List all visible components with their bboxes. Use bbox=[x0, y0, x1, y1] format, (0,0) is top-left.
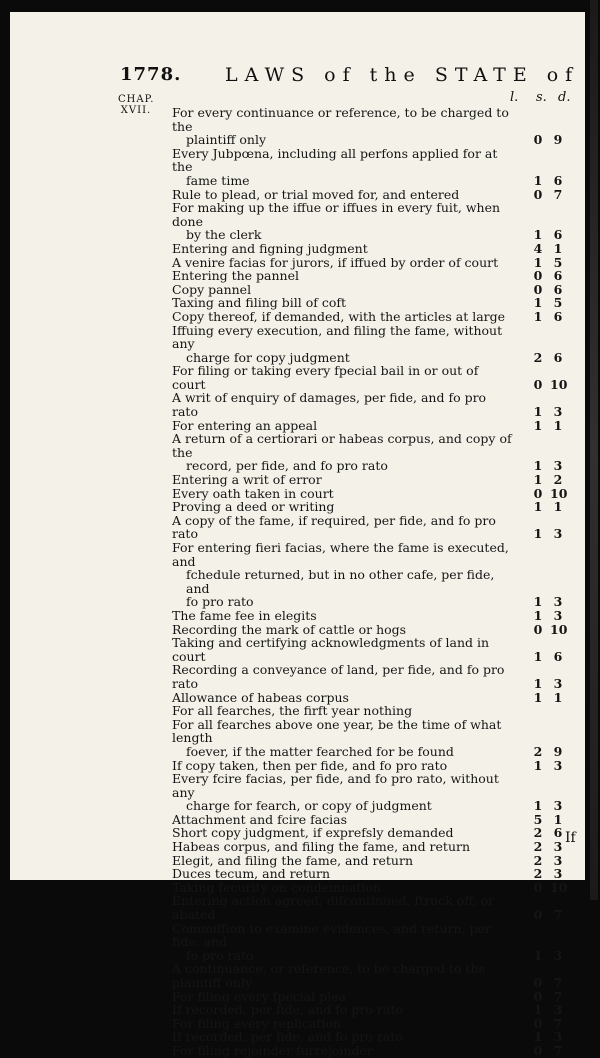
fee-description bbox=[172, 256, 512, 270]
pence-value: 1 bbox=[553, 689, 563, 705]
pence-value: 6 bbox=[553, 172, 563, 188]
fee-description bbox=[172, 310, 512, 324]
pence-value: 6 bbox=[553, 227, 563, 243]
fee-description bbox=[172, 364, 512, 391]
fee-description bbox=[172, 188, 512, 202]
fee-entry bbox=[172, 826, 576, 840]
fee-description bbox=[172, 283, 512, 297]
shillings-value: 0 bbox=[533, 988, 543, 1004]
currency-column-heads bbox=[508, 90, 576, 106]
fee-entry bbox=[172, 324, 576, 365]
pence-value: 5 bbox=[553, 295, 563, 311]
pence-value: 3 bbox=[553, 798, 563, 814]
shillings-value: 2 bbox=[533, 839, 543, 855]
description-line: Taking and certifying acknowledgments of land in court bbox=[172, 635, 490, 664]
shillings-value: 1 bbox=[533, 798, 543, 814]
fee-entry bbox=[172, 840, 576, 854]
pence-value: 1 bbox=[553, 499, 563, 515]
fee-description bbox=[172, 106, 512, 147]
description-continuation: fo pro rato bbox=[186, 594, 254, 610]
shillings-value: 1 bbox=[533, 607, 543, 623]
fee-entry bbox=[172, 201, 576, 242]
description-line: Every fcire facias, per fide, and fo pro rato, without any bbox=[172, 771, 499, 800]
running-header bbox=[120, 64, 580, 88]
fee-entry bbox=[172, 759, 576, 773]
fee-entry bbox=[172, 296, 576, 310]
shillings-value: 1 bbox=[533, 254, 543, 270]
fee-entry bbox=[172, 1044, 576, 1058]
fee-entry bbox=[172, 609, 576, 623]
fee-description bbox=[172, 663, 512, 690]
shillings-value: 2 bbox=[533, 825, 543, 841]
fee-description bbox=[172, 296, 512, 310]
fee-entry bbox=[172, 500, 576, 514]
shillings-value: 1 bbox=[533, 947, 543, 963]
pence-value: 7 bbox=[553, 975, 563, 990]
description-line: A return of a certiorari or habeas corpus, and copy of the bbox=[172, 431, 512, 460]
description-continuation: charge for copy judgment bbox=[186, 349, 350, 365]
pence-value: 6 bbox=[553, 349, 563, 365]
shillings-value: 0 bbox=[533, 281, 543, 297]
header-year: 1778. bbox=[120, 64, 182, 85]
description-line: Every oath taken in court bbox=[172, 485, 334, 501]
shillings-head: s. bbox=[536, 90, 547, 105]
fee-entry bbox=[172, 894, 576, 921]
shillings-value: 1 bbox=[533, 757, 543, 773]
fee-entry bbox=[172, 487, 576, 501]
catchword: If bbox=[565, 830, 576, 846]
pence-value: 1 bbox=[553, 417, 563, 433]
description-continuation: record, per fide, and fo pro rato bbox=[186, 458, 388, 474]
pence-value: 1 bbox=[553, 240, 563, 256]
description-line: For filing every fpecial plea bbox=[172, 988, 346, 1004]
fee-entry bbox=[172, 623, 576, 637]
shillings-value: 1 bbox=[533, 675, 543, 691]
description-line: Allowance of habeas corpus bbox=[172, 689, 349, 705]
fee-entry bbox=[172, 541, 576, 609]
fee-description bbox=[172, 623, 512, 637]
pence-value: 7 bbox=[553, 988, 563, 1004]
fee-description bbox=[172, 201, 512, 242]
description-line: Entering action agreed, difcontinued, ftruck off, or abated bbox=[172, 893, 495, 923]
pence-head: d. bbox=[558, 90, 571, 105]
pence-value: 10 bbox=[550, 621, 568, 637]
shillings-value: 1 bbox=[533, 499, 543, 515]
fee-entry bbox=[172, 147, 576, 188]
description-line: For filing every replication bbox=[172, 1015, 342, 1031]
fee-description bbox=[172, 324, 512, 365]
fee-description bbox=[172, 432, 512, 473]
fee-description bbox=[172, 881, 512, 895]
fee-entry bbox=[172, 990, 576, 1004]
pence-value: 3 bbox=[553, 947, 563, 963]
page-edge-shadow bbox=[590, 0, 598, 900]
description-line: Duces tecum, and return bbox=[172, 866, 331, 882]
fee-entry bbox=[172, 106, 576, 147]
description-line: For all fearches, the firft year nothing bbox=[172, 703, 413, 719]
chapter-label: CHAP. bbox=[118, 94, 155, 105]
fee-description bbox=[172, 500, 512, 514]
shillings-value: 2 bbox=[533, 349, 543, 365]
pence-value: 3 bbox=[553, 1002, 563, 1018]
shillings-value: 0 bbox=[533, 132, 543, 148]
fee-description bbox=[172, 826, 512, 840]
description-line: Taking fecurity on condemnation bbox=[172, 879, 382, 895]
fee-entry bbox=[172, 962, 576, 989]
fee-entry bbox=[172, 663, 576, 690]
fee-description bbox=[172, 867, 512, 881]
description-continuation: fchedule returned, but in no other cafe, per fide, and bbox=[186, 567, 495, 596]
fee-description bbox=[172, 922, 512, 963]
pence-value: 6 bbox=[553, 281, 563, 297]
fee-description bbox=[172, 691, 512, 705]
fee-entry bbox=[172, 813, 576, 827]
shillings-value: 2 bbox=[533, 852, 543, 868]
fee-description bbox=[172, 514, 512, 541]
description-line: Short copy judgment, if exprefsly demanded bbox=[172, 825, 454, 841]
fee-description bbox=[172, 854, 512, 868]
pence-value: 10 bbox=[550, 376, 568, 392]
fee-entry bbox=[172, 1030, 576, 1044]
fee-entry bbox=[172, 867, 576, 881]
fee-entry bbox=[172, 391, 576, 418]
description-line: For filing rejoinder furrejoinder bbox=[172, 1042, 373, 1058]
fee-description bbox=[172, 1003, 512, 1017]
shillings-value: 1 bbox=[533, 458, 543, 474]
description-line: For all fearches above one year, be the time of what length bbox=[172, 716, 502, 746]
shillings-value: 2 bbox=[533, 743, 543, 759]
shillings-value: 0 bbox=[533, 907, 543, 923]
fee-schedule-list bbox=[172, 106, 576, 1058]
description-line: If recorded, per fide, and fo pro rato bbox=[172, 1002, 403, 1018]
description-line: For filing or taking every fpecial bail in or out of court bbox=[172, 363, 479, 392]
pence-value: 3 bbox=[553, 852, 563, 868]
fee-description bbox=[172, 147, 512, 188]
pence-value: 10 bbox=[550, 879, 568, 895]
description-line: For entering fieri facias, where the fame is executed, and bbox=[172, 540, 509, 569]
description-line: Habeas corpus, and filing the fame, and return bbox=[172, 839, 471, 855]
shillings-value: 1 bbox=[533, 648, 543, 664]
pence-value: 3 bbox=[553, 594, 563, 610]
shillings-value: 0 bbox=[533, 186, 543, 202]
description-line: For every continuance or reference, to be charged to the bbox=[172, 105, 509, 134]
description-continuation: plaintiff only bbox=[186, 132, 267, 148]
shillings-value: 0 bbox=[533, 1015, 543, 1031]
description-line: A continuance, or reference, to be charged to the plaintiff only bbox=[172, 961, 486, 990]
shillings-value: 1 bbox=[533, 404, 543, 420]
fee-entry bbox=[172, 419, 576, 433]
pence-value: 10 bbox=[550, 485, 568, 501]
pence-value: 7 bbox=[553, 186, 563, 202]
fee-entry bbox=[172, 772, 576, 813]
shillings-value: 1 bbox=[533, 689, 543, 705]
description-line: If copy taken, then per fide, and fo pro rato bbox=[172, 757, 448, 773]
fee-entry bbox=[172, 432, 576, 473]
fee-description bbox=[172, 718, 512, 759]
description-line: The fame fee in elegits bbox=[172, 607, 317, 623]
description-line: For making up the iffue or iffues in every fuit, when done bbox=[172, 200, 501, 229]
description-continuation: foever, if the matter fearched for be found bbox=[186, 743, 454, 759]
pence-value: 6 bbox=[553, 648, 563, 664]
pence-value: 3 bbox=[553, 1029, 563, 1045]
fee-entry bbox=[172, 1017, 576, 1031]
description-line: Recording a conveyance of land, per fide, and fo pro rato bbox=[172, 662, 505, 691]
fee-description bbox=[172, 772, 512, 813]
fee-entry bbox=[172, 269, 576, 283]
fee-entry bbox=[172, 242, 576, 256]
fee-description bbox=[172, 242, 512, 256]
pence-value: 3 bbox=[553, 607, 563, 623]
pence-value: 3 bbox=[553, 675, 563, 691]
shillings-value: 0 bbox=[533, 621, 543, 637]
pence-value: 3 bbox=[553, 839, 563, 855]
description-line: If recorded, per fide, and fo pro rato bbox=[172, 1029, 403, 1045]
shillings-value: 1 bbox=[533, 1029, 543, 1045]
pence-value: 9 bbox=[553, 743, 563, 759]
fee-entry bbox=[172, 704, 576, 718]
pence-value: 9 bbox=[553, 132, 563, 148]
description-continuation: fame time bbox=[186, 172, 250, 188]
description-line: Copy pannel bbox=[172, 281, 252, 297]
description-continuation: charge for fearch, or copy of judgment bbox=[186, 798, 432, 814]
shillings-value: 1 bbox=[533, 308, 543, 324]
shillings-value: 0 bbox=[533, 268, 543, 284]
fee-description bbox=[172, 894, 512, 921]
shillings-value: 1 bbox=[533, 227, 543, 243]
chapter-marker bbox=[118, 94, 154, 116]
fee-entry bbox=[172, 310, 576, 324]
fee-entry bbox=[172, 691, 576, 705]
shillings-value: 1 bbox=[533, 1002, 543, 1018]
fee-description bbox=[172, 473, 512, 487]
fee-description bbox=[172, 609, 512, 623]
description-line: Every Jubpœna, including all perfons applied for at the bbox=[172, 145, 498, 175]
fee-description bbox=[172, 636, 512, 663]
description-continuation: fo pro rato bbox=[186, 947, 254, 963]
pence-value: 6 bbox=[553, 825, 563, 841]
fee-entry bbox=[172, 1003, 576, 1017]
shillings-value: 4 bbox=[533, 240, 543, 256]
shillings-value: 0 bbox=[533, 485, 543, 501]
fee-entry bbox=[172, 473, 576, 487]
shillings-value: 0 bbox=[533, 376, 543, 392]
description-line: For entering an appeal bbox=[172, 417, 318, 433]
description-line: Iffuing every execution, and filing the fame, without any bbox=[172, 322, 503, 352]
pence-value: 3 bbox=[553, 866, 563, 882]
pounds-head: l. bbox=[510, 90, 519, 105]
fee-description bbox=[172, 704, 512, 718]
description-line: Recording the mark of cattle or hogs bbox=[172, 621, 407, 637]
pence-value: 1 bbox=[553, 811, 563, 827]
fee-description bbox=[172, 990, 512, 1004]
description-line: Entering the pannel bbox=[172, 268, 299, 284]
fee-entry bbox=[172, 854, 576, 868]
fee-description bbox=[172, 269, 512, 283]
fee-description bbox=[172, 840, 512, 854]
fee-description bbox=[172, 487, 512, 501]
description-continuation: by the clerk bbox=[186, 227, 262, 243]
fee-description bbox=[172, 541, 512, 609]
description-line: A writ of enquiry of damages, per fide, and fo pro rato bbox=[172, 390, 487, 420]
shillings-value: 0 bbox=[533, 879, 543, 895]
pence-value: 5 bbox=[553, 254, 563, 270]
description-line: Entering a writ of error bbox=[172, 472, 322, 488]
description-line: Rule to plead, or trial moved for, and entered bbox=[172, 186, 460, 202]
fee-entry bbox=[172, 718, 576, 759]
shillings-value: 1 bbox=[533, 594, 543, 610]
pence-value: 7 bbox=[553, 1042, 563, 1058]
fee-entry bbox=[172, 364, 576, 391]
fee-description bbox=[172, 813, 512, 827]
shillings-value: 1 bbox=[533, 295, 543, 311]
pence-value: 3 bbox=[553, 526, 563, 542]
description-line: A venire facias for jurors, if iffued by order of court bbox=[172, 254, 499, 270]
shillings-value: 2 bbox=[533, 866, 543, 882]
description-line: Entering and figning judgment bbox=[172, 240, 368, 256]
fee-entry bbox=[172, 283, 576, 297]
pence-value: 3 bbox=[553, 404, 563, 420]
fee-entry bbox=[172, 881, 576, 895]
pence-value: 6 bbox=[553, 308, 563, 324]
pence-value: 3 bbox=[553, 757, 563, 773]
pence-value: 3 bbox=[553, 458, 563, 474]
pence-value: 7 bbox=[553, 1015, 563, 1031]
pence-value: 6 bbox=[553, 268, 563, 284]
shillings-value: 0 bbox=[533, 975, 543, 990]
fee-description bbox=[172, 1030, 512, 1044]
fee-description bbox=[172, 759, 512, 773]
fee-entry bbox=[172, 514, 576, 541]
pence-value: 2 bbox=[553, 472, 563, 488]
pence-value: 7 bbox=[553, 907, 563, 923]
fee-description bbox=[172, 962, 512, 989]
shillings-value: 1 bbox=[533, 417, 543, 433]
fee-description bbox=[172, 419, 512, 433]
fee-description bbox=[172, 1017, 512, 1031]
fee-entry bbox=[172, 188, 576, 202]
fee-entry bbox=[172, 636, 576, 663]
fee-description bbox=[172, 1044, 512, 1058]
shillings-value: 1 bbox=[533, 172, 543, 188]
shillings-value: 1 bbox=[533, 472, 543, 488]
description-line: Copy thereof, if demanded, with the articles at large bbox=[172, 308, 506, 324]
shillings-value: 5 bbox=[533, 811, 543, 827]
shillings-value: 0 bbox=[533, 1042, 543, 1058]
description-line: A copy of the fame, if required, per fide, and fo pro rato bbox=[172, 512, 496, 542]
description-line: Elegit, and filing the fame, and return bbox=[172, 852, 413, 868]
fee-entry bbox=[172, 256, 576, 270]
chapter-number: XVII. bbox=[120, 105, 152, 116]
description-line: Attachment and fcire facias bbox=[172, 811, 348, 827]
description-line: Commiffion to examine evidences, and return, per fide, and bbox=[172, 920, 491, 950]
fee-description bbox=[172, 391, 512, 418]
fee-entry bbox=[172, 922, 576, 963]
description-line: Proving a deed or writing bbox=[172, 499, 335, 515]
header-title: LAWS of the STATE of bbox=[225, 64, 580, 86]
shillings-value: 1 bbox=[533, 526, 543, 542]
description-line: Taxing and filing bill of coft bbox=[172, 295, 346, 311]
